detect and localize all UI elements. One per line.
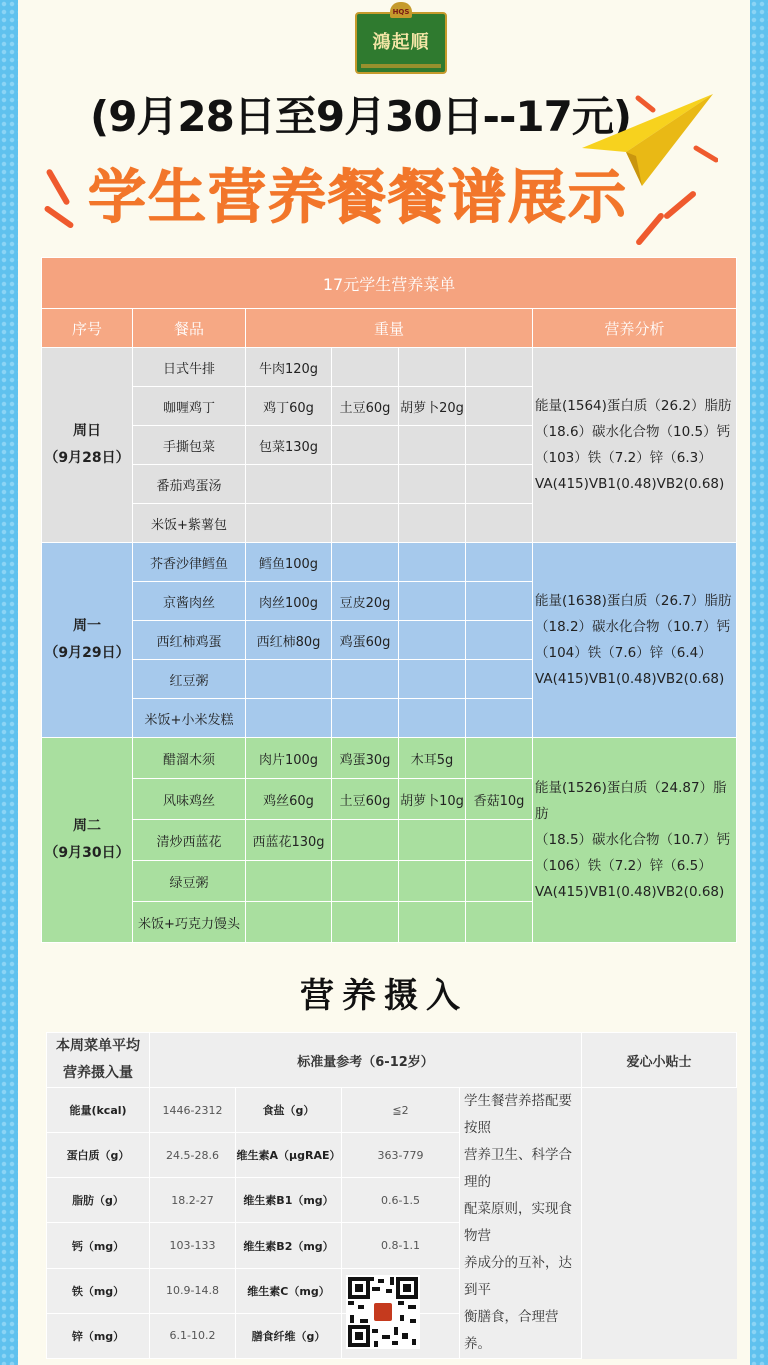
nutrient-name: 钙（mg）: [47, 1223, 150, 1268]
ingredient-weight: [399, 861, 466, 902]
ingredient-weight: 肉丝100g: [246, 582, 332, 621]
ingredient-weight: 西红柿80g: [246, 621, 332, 660]
ingredient-weight: [466, 543, 533, 582]
nutrient-name: 能量(kcal): [47, 1088, 150, 1133]
ingredient-weight: [399, 426, 466, 465]
column-header: 营养分析: [533, 309, 737, 348]
nutrient-name: 蛋白质（g）: [47, 1133, 150, 1178]
ingredient-weight: 鸡丁60g: [246, 387, 332, 426]
tips-line: 学生餐营养搭配要按照: [464, 1093, 572, 1136]
dish-name: 京酱肉丝: [133, 582, 246, 621]
dish-name: 绿豆粥: [133, 861, 246, 902]
nutrition-line: VA(415)VB1(0.48)VB2(0.68): [535, 671, 725, 687]
tips-line: 衡膳食，合理营养。: [464, 1309, 559, 1352]
ingredient-weight: [466, 465, 533, 504]
ingredient-weight: 鸡蛋30g: [332, 738, 399, 779]
tips-line: 配菜原则，实现食物营: [464, 1201, 572, 1244]
right-border: [750, 0, 768, 1365]
day-cell: [42, 543, 133, 738]
day-date: （9月30日）: [44, 845, 130, 861]
ingredient-weight: [466, 426, 533, 465]
ingredient-weight: 土豆60g: [332, 779, 399, 820]
ingredient-weight: 鸡蛋60g: [332, 621, 399, 660]
tips-line: 养成分的互补，达到平: [464, 1255, 572, 1298]
brand-tagline-bar: [361, 64, 441, 68]
ingredient-weight: [332, 504, 399, 543]
ingredient-weight: [466, 621, 533, 660]
qr-finder: [396, 1277, 418, 1299]
intake-title: 营养摄入: [300, 976, 468, 1016]
nutrition-line: VA(415)VB1(0.48)VB2(0.68): [535, 884, 725, 900]
nutrient-range: 103-133: [150, 1223, 236, 1268]
day-name: 周二: [73, 818, 101, 834]
ingredient-weight: [332, 699, 399, 738]
menu-table: [41, 257, 737, 943]
dish-name: 番茄鸡蛋汤: [133, 465, 246, 504]
dish-name: 咖喱鸡丁: [133, 387, 246, 426]
ingredient-weight: [332, 465, 399, 504]
tips-header: 爱心小贴士: [582, 1033, 737, 1088]
nutrition-line: （18.6）碳水化合物（10.5）钙: [535, 424, 731, 440]
nutrition-line: （18.2）碳水化合物（10.7）钙: [535, 619, 731, 635]
ingredient-weight: [466, 582, 533, 621]
intake-row: [47, 1088, 737, 1133]
nutrition-line: （106）铁（7.2）锌（6.5）: [535, 858, 712, 874]
intake-row: [47, 1223, 737, 1268]
ingredient-weight: 鳕鱼100g: [246, 543, 332, 582]
ingredient-weight: [466, 902, 533, 943]
day-name: 周日: [73, 423, 101, 439]
ingredient-weight: [332, 543, 399, 582]
ingredient-weight: [399, 902, 466, 943]
nutrient-name: 维生素A（μgRAE）: [236, 1133, 342, 1178]
nutrient-name: 脂肪（g）: [47, 1178, 150, 1223]
ingredient-weight: [332, 820, 399, 861]
menu-title: 学生营养餐餐谱展示: [88, 163, 629, 231]
ingredient-weight: 木耳5g: [399, 738, 466, 779]
ingredient-weight: [466, 820, 533, 861]
day-cell: [42, 348, 133, 543]
menu-caption: 17元学生营养菜单: [42, 258, 737, 309]
ingredient-weight: 土豆60g: [332, 387, 399, 426]
ingredient-weight: [246, 861, 332, 902]
column-header: 重量: [246, 309, 533, 348]
nutrient-name: 维生素C（mg）: [236, 1268, 342, 1313]
qr-logo-icon: [374, 1303, 392, 1321]
day-cell: [42, 738, 133, 943]
ingredient-weight: 胡萝卜20g: [399, 387, 466, 426]
ingredient-weight: [332, 861, 399, 902]
nutrition-line: 能量(1638)蛋白质（26.7）脂肪: [535, 593, 732, 609]
nutrient-range: 1446-2312: [150, 1088, 236, 1133]
ingredient-weight: [466, 660, 533, 699]
ingredient-weight: [246, 660, 332, 699]
intake-row-label: [47, 1033, 150, 1088]
day-name: 周一: [73, 618, 101, 634]
nutrient-name: 膳食纤维（g）: [236, 1313, 342, 1358]
menu-row: [42, 738, 737, 779]
qr-finder: [348, 1277, 370, 1299]
ingredient-weight: 豆皮20g: [332, 582, 399, 621]
ingredient-weight: 牛肉120g: [246, 348, 332, 387]
nutrition-line: （104）铁（7.6）锌（6.4）: [535, 645, 712, 661]
ingredient-weight: [466, 699, 533, 738]
brand-logo: [355, 8, 447, 74]
ingredient-weight: [399, 820, 466, 861]
ingredient-weight: [246, 465, 332, 504]
menu-row: [42, 543, 737, 582]
ingredient-weight: [466, 387, 533, 426]
nutrition-analysis: [533, 543, 737, 738]
intake-row-label-line: 营养摄入量: [63, 1065, 133, 1081]
column-header: 餐品: [133, 309, 246, 348]
intake-row-label-line: 本周菜单平均: [56, 1038, 140, 1054]
ingredient-weight: [246, 504, 332, 543]
standard-header: 标准量参考（6-12岁）: [150, 1033, 582, 1088]
brand-mark: HQS: [390, 2, 412, 18]
ingredient-weight: [246, 902, 332, 943]
day-date: （9月29日）: [44, 645, 130, 661]
dish-name: 风味鸡丝: [133, 779, 246, 820]
intake-row: [47, 1133, 737, 1178]
dish-name: 醋溜木须: [133, 738, 246, 779]
nutrient-name: 维生素B2（mg）: [236, 1223, 342, 1268]
qr-finder: [348, 1325, 370, 1347]
ingredient-weight: [399, 699, 466, 738]
tips-text: [460, 1088, 582, 1359]
qr-code: [346, 1275, 420, 1349]
nutrition-analysis: [533, 348, 737, 543]
ingredient-weight: 香菇10g: [466, 779, 533, 820]
ingredient-weight: [399, 660, 466, 699]
ingredient-weight: [399, 543, 466, 582]
nutrition-line: 能量(1564)蛋白质（26.2）脂肪: [535, 398, 732, 414]
left-border: [0, 0, 18, 1365]
brand-name: 鴻起順: [372, 32, 430, 53]
column-header: 序号: [42, 309, 133, 348]
ingredient-weight: [466, 738, 533, 779]
ingredient-weight: 肉片100g: [246, 738, 332, 779]
nutrient-range: 10.9-14.8: [150, 1268, 236, 1313]
date-range-title: (9月28日至9月30日--17元): [90, 92, 632, 141]
dish-name: 手撕包菜: [133, 426, 246, 465]
ingredient-weight: 胡萝卜10g: [399, 779, 466, 820]
dish-name: 芥香沙律鳕鱼: [133, 543, 246, 582]
intake-row: [47, 1178, 737, 1223]
dish-name: 红豆粥: [133, 660, 246, 699]
dish-name: 米饭+小米发糕: [133, 699, 246, 738]
day-date: （9月28日）: [44, 450, 130, 466]
ingredient-weight: [466, 348, 533, 387]
dish-name: 清炒西蓝花: [133, 820, 246, 861]
nutrient-name: 食盐（g）: [236, 1088, 342, 1133]
nutrient-name: 维生素B1（mg）: [236, 1178, 342, 1223]
dish-name: 日式牛排: [133, 348, 246, 387]
ingredient-weight: [332, 660, 399, 699]
nutrient-range: 6.1-10.2: [150, 1313, 236, 1358]
nutrient-range: ≦2: [342, 1088, 460, 1133]
nutrient-name: 铁（mg）: [47, 1268, 150, 1313]
tips-line: 营养卫生、科学合理的: [464, 1147, 572, 1190]
ingredient-weight: [246, 699, 332, 738]
nutrition-line: 能量(1526)蛋白质（24.87）脂肪: [535, 780, 727, 822]
nutrient-range: 18.2-27: [150, 1178, 236, 1223]
ingredient-weight: 西蓝花130g: [246, 820, 332, 861]
ingredient-weight: [399, 348, 466, 387]
nutrient-range: 24.5-28.6: [150, 1133, 236, 1178]
menu-row: [42, 348, 737, 387]
ingredient-weight: [399, 465, 466, 504]
ingredient-weight: [332, 902, 399, 943]
ingredient-weight: [399, 504, 466, 543]
ingredient-weight: [466, 861, 533, 902]
ingredient-weight: [332, 348, 399, 387]
ingredient-weight: [399, 582, 466, 621]
nutrition-line: （18.5）碳水化合物（10.7）钙: [535, 832, 731, 848]
dish-name: 西红柿鸡蛋: [133, 621, 246, 660]
nutrient-range: 0.8-1.1: [342, 1223, 460, 1268]
ingredient-weight: [399, 621, 466, 660]
nutrient-range: 0.6-1.5: [342, 1178, 460, 1223]
nutrient-range: 363-779: [342, 1133, 460, 1178]
dish-name: 米饭+紫薯包: [133, 504, 246, 543]
nutrition-line: VA(415)VB1(0.48)VB2(0.68): [535, 476, 725, 492]
ingredient-weight: 包菜130g: [246, 426, 332, 465]
ingredient-weight: [466, 504, 533, 543]
nutrition-line: （103）铁（7.2）锌（6.3）: [535, 450, 712, 466]
ingredient-weight: 鸡丝60g: [246, 779, 332, 820]
ingredient-weight: [332, 426, 399, 465]
dish-name: 米饭+巧克力馒头: [133, 902, 246, 943]
nutrition-analysis: [533, 738, 737, 943]
nutrient-name: 锌（mg）: [47, 1313, 150, 1358]
